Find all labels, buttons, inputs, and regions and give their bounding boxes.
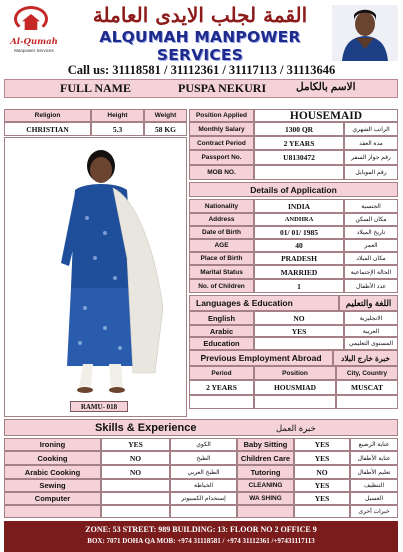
- skill-right-ar: عناية الأطفال: [350, 451, 398, 465]
- skill-left-ar: [170, 505, 237, 518]
- full-name-label: FULL NAME: [60, 81, 132, 95]
- full-name-arabic-label: الاسم بالكامل: [296, 81, 356, 93]
- contract-label-1: Contract Period: [189, 136, 254, 150]
- full-name-value: PUSPA NEKURI: [178, 81, 267, 95]
- language-label-2: Education: [189, 337, 254, 350]
- skill-right-value: [294, 505, 350, 518]
- language-value-2: [254, 337, 344, 350]
- detail-label-0: Nationality: [189, 199, 254, 213]
- skill-left-ar: إستخدام الكمبيوتر: [170, 492, 237, 505]
- skill-right-label: Tutoring: [237, 465, 294, 479]
- skill-right-ar: عناية الرضيع: [350, 438, 398, 451]
- employment-header-period: Period: [189, 366, 254, 380]
- employment-cell: 2 YEARS: [189, 380, 254, 395]
- contract-label-0: Monthly Salary: [189, 122, 254, 136]
- language-ar-0: الانجليزية: [344, 311, 398, 325]
- languages-section-title: Languages & Education: [189, 295, 339, 311]
- religion-value: CHRISTIAN: [4, 122, 91, 136]
- contract-ar-1: مدة العقد: [344, 136, 398, 150]
- contract-label-2: Passport No.: [189, 150, 254, 165]
- language-value-1: YES: [254, 325, 344, 337]
- skill-left-label: Cooking: [4, 451, 101, 465]
- skill-right-value: YES: [294, 492, 350, 505]
- detail-value-0: INDIA: [254, 199, 344, 213]
- detail-ar-4: مكان الميلاد: [344, 252, 398, 265]
- contract-value-0: 1300 QR: [254, 122, 344, 136]
- employment-cell: [189, 395, 254, 409]
- detail-label-5: Marital Status: [189, 265, 254, 279]
- detail-label-3: AGE: [189, 239, 254, 252]
- contract-value-3: [254, 165, 344, 180]
- language-ar-1: العربية: [344, 325, 398, 337]
- skills-section-title-ar: خبرة العمل: [276, 423, 316, 433]
- logo-subtitle: Manpower Services: [14, 48, 54, 53]
- details-section-title: Details of Application: [189, 182, 398, 197]
- skill-left-value: [101, 479, 170, 492]
- employment-cell: MUSCAT: [336, 380, 398, 395]
- detail-ar-2: تاريخ الميلاد: [344, 226, 398, 239]
- contract-value-2: U8130472: [254, 150, 344, 165]
- skill-right-value: YES: [294, 438, 350, 451]
- footer-contact: BOX: 7071 DOHA QA MOB: +974 31118581 / +974 31112361 /+97431117113: [87, 537, 315, 545]
- contract-ar-2: رقم جواز السفر: [344, 150, 398, 165]
- employment-cell: [254, 395, 336, 409]
- contact-phones: Call us: 31118581 / 31112361 / 31117113 / 31113646: [67, 63, 336, 77]
- skill-right-label: CLEANING: [237, 479, 294, 492]
- religion-header: Religion: [4, 109, 91, 122]
- detail-value-1: ANDHRA: [254, 213, 344, 226]
- skill-left-value: YES: [101, 438, 170, 451]
- candidate-thumbnail-photo: [332, 5, 398, 61]
- skill-right-label: Baby Sitting: [237, 438, 294, 451]
- weight-header: Weight: [144, 109, 187, 122]
- arabic-company-title: القمة لجلب الايدى العاملة: [92, 3, 308, 27]
- company-title: ALQUMAH MANPOWER SERVICES: [99, 28, 301, 64]
- skill-left-ar: الطبخ العربي: [170, 465, 237, 479]
- detail-ar-1: مكان السكن: [344, 213, 398, 226]
- detail-label-2: Date of Birth: [189, 226, 254, 239]
- detail-ar-5: الحالة الإجتماعية: [344, 265, 398, 279]
- employment-cell: [336, 395, 398, 409]
- skill-right-label: Children Care: [237, 451, 294, 465]
- photo-reference-code: RAMU- 018: [70, 401, 128, 412]
- detail-label-4: Place of Birth: [189, 252, 254, 265]
- skill-left-value: [101, 505, 170, 518]
- skill-right-value: YES: [294, 451, 350, 465]
- position-label: Position Applied: [189, 109, 254, 122]
- logo-name: Al-Qumah: [10, 37, 58, 47]
- skill-left-ar: الكوي: [170, 438, 237, 451]
- skill-left-value: NO: [101, 451, 170, 465]
- skill-right-ar: تعليم الأطفال: [350, 465, 398, 479]
- contract-value-1: 2 YEARS: [254, 136, 344, 150]
- skill-left-label: Arabic Cooking: [4, 465, 101, 479]
- detail-value-4: PRADESH: [254, 252, 344, 265]
- employment-section-title-ar: خبرة خارج البلاد: [333, 350, 398, 366]
- skill-right-ar: الغسيل: [350, 492, 398, 505]
- skill-left-label: [4, 505, 101, 518]
- contract-label-3: MOB NO.: [189, 165, 254, 180]
- weight-value: 58 KG: [144, 122, 187, 136]
- height-value: 5.3: [91, 122, 144, 136]
- skill-right-value: NO: [294, 465, 350, 479]
- detail-value-6: 1: [254, 279, 344, 293]
- detail-value-5: MARRIED: [254, 265, 344, 279]
- skill-left-ar: الخياطة: [170, 479, 237, 492]
- detail-value-3: 40: [254, 239, 344, 252]
- detail-label-6: No. of Children: [189, 279, 254, 293]
- skill-right-label: [237, 505, 294, 518]
- detail-ar-0: الجنسية: [344, 199, 398, 213]
- languages-section-title-ar: اللغة والتعليم: [339, 295, 398, 311]
- skills-section-title: Skills & Experience: [95, 422, 197, 434]
- skill-left-label: Ironing: [4, 438, 101, 451]
- detail-value-2: 01/ 01/ 1985: [254, 226, 344, 239]
- detail-ar-6: عدد الأطفال: [344, 279, 398, 293]
- skills-section-bar: [4, 419, 398, 436]
- skill-left-value: [101, 492, 170, 505]
- skill-left-label: Sewing: [4, 479, 101, 492]
- contract-ar-3: رقم الموبايل: [344, 165, 398, 180]
- skill-right-ar: خبرات أخرى: [350, 505, 398, 518]
- language-label-1: Arabic: [189, 325, 254, 337]
- skill-right-ar: التنظيف: [350, 479, 398, 492]
- skill-left-label: Computer: [4, 492, 101, 505]
- skill-right-label: WA SHING: [237, 492, 294, 505]
- employment-section-title: Previous Employment Abroad: [189, 350, 333, 366]
- employment-header-position: Position: [254, 366, 336, 380]
- language-label-0: English: [189, 311, 254, 325]
- skill-right-value: YES: [294, 479, 350, 492]
- language-ar-2: المستوى التعليمي: [344, 337, 398, 350]
- skill-left-value: NO: [101, 465, 170, 479]
- language-value-0: NO: [254, 311, 344, 325]
- height-header: Height: [91, 109, 144, 122]
- footer-address: ZONE: 53 STREET: 989 BUILDING: 13: FLOOR NO 2 OFFICE 9: [85, 525, 317, 534]
- employment-cell: HOUSMIAD: [254, 380, 336, 395]
- contract-ar-0: الراتب الشهري: [344, 122, 398, 136]
- detail-label-1: Address: [189, 213, 254, 226]
- detail-ar-3: العمر: [344, 239, 398, 252]
- candidate-full-photo: [4, 137, 187, 417]
- employment-header-city: City, Country: [336, 366, 398, 380]
- position-value: HOUSEMAID: [254, 109, 398, 122]
- skill-left-ar: الطبخ: [170, 451, 237, 465]
